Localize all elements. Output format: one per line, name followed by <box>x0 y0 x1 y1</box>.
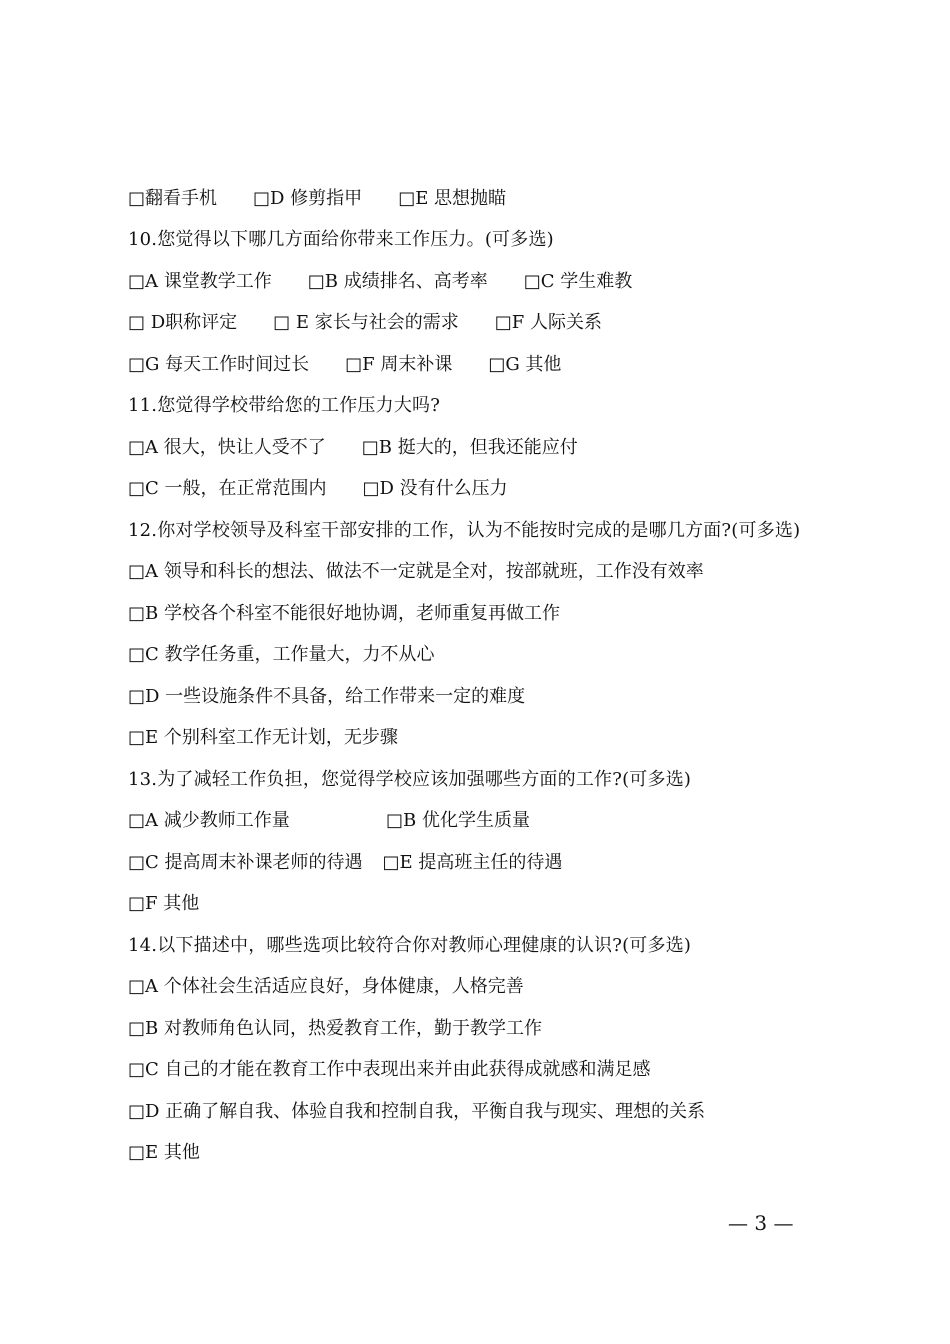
option-line <box>128 1050 848 1092</box>
option-line <box>128 178 848 220</box>
option-item[interactable]: □F 周末补课 <box>345 353 453 375</box>
option-item[interactable]: □G 每天工作时间过长 <box>128 353 310 375</box>
option-item[interactable]: □C 自己的才能在教育工作中表现出来并由此获得成就感和满足感 <box>128 1059 651 1081</box>
option-item[interactable]: □ D职称评定 <box>128 312 238 334</box>
option-line <box>128 635 848 677</box>
option-item[interactable]: □翻看手机 <box>128 187 218 209</box>
option-line <box>128 344 848 386</box>
question-13 <box>128 759 848 801</box>
option-item[interactable]: □A 个体社会生活适应良好，身体健康，人格完善 <box>128 976 524 998</box>
option-item[interactable]: □D 没有什么压力 <box>362 478 508 500</box>
option-item[interactable]: □B 学校各个科室不能很好地协调，老师重复再做工作 <box>128 602 560 624</box>
option-item[interactable]: □A 减少教师工作量 <box>128 810 290 832</box>
option-item[interactable]: □B 挺大的，但我还能应付 <box>361 436 578 458</box>
option-line <box>128 842 848 884</box>
option-item[interactable]: □E 个别科室工作无计划，无步骤 <box>128 727 398 749</box>
option-item[interactable]: □D 一些设施条件不具备，给工作带来一定的难度 <box>128 685 526 707</box>
option-item[interactable]: □B 对教师角色认同，热爱教育工作，勤于教学工作 <box>128 1017 542 1039</box>
question-14 <box>128 925 848 967</box>
option-line <box>128 1091 848 1133</box>
option-line <box>128 967 848 1009</box>
option-item[interactable]: □B 成绩排名、高考率 <box>307 270 488 292</box>
option-item[interactable]: □F 人际关系 <box>494 312 602 334</box>
option-line <box>128 676 848 718</box>
option-item[interactable]: □E 思想抛瞄 <box>398 187 507 209</box>
option-line <box>128 303 848 345</box>
question-11 <box>128 386 848 428</box>
option-item[interactable]: □F 其他 <box>128 893 200 915</box>
option-item[interactable]: □G 其他 <box>488 353 562 375</box>
option-item[interactable]: □D 修剪指甲 <box>253 187 363 209</box>
option-line <box>128 718 848 760</box>
question-text: 11.您觉得学校带给您的工作压力大吗? <box>128 395 441 417</box>
option-line <box>128 469 848 511</box>
option-line <box>128 1008 848 1050</box>
option-line <box>128 801 848 843</box>
option-line <box>128 884 848 926</box>
option-item[interactable]: □A 很大，快让人受不了 <box>128 436 326 458</box>
option-line <box>128 427 848 469</box>
option-item[interactable]: □D 正确了解自我、体验自我和控制自我，平衡自我与现实、理想的关系 <box>128 1100 706 1122</box>
option-line <box>128 261 848 303</box>
option-item[interactable]: □ E 家长与社会的需求 <box>273 312 459 334</box>
option-item[interactable]: □C 学生难教 <box>523 270 633 292</box>
option-item[interactable]: □B 优化学生质量 <box>386 810 530 832</box>
option-line <box>128 1133 848 1175</box>
option-item[interactable]: □C 提高周末补课老师的待遇 <box>128 851 363 873</box>
option-item[interactable]: □A 课堂教学工作 <box>128 270 272 292</box>
question-10 <box>128 220 848 262</box>
question-text: 10.您觉得以下哪几方面给你带来工作压力。(可多选) <box>128 229 554 251</box>
question-text: 14.以下描述中，哪些选项比较符合你对教师心理健康的认识?(可多选) <box>128 934 692 956</box>
option-item[interactable]: □E 其他 <box>128 1142 200 1164</box>
option-item[interactable]: □E 提高班主任的待遇 <box>382 851 563 873</box>
questionnaire-body <box>128 178 848 1174</box>
option-item[interactable]: □A 领导和科长的想法、做法不一定就是全对，按部就班，工作没有效率 <box>128 561 704 583</box>
question-12 <box>128 510 848 552</box>
question-text: 13.为了减轻工作负担，您觉得学校应该加强哪些方面的工作?(可多选) <box>128 768 692 790</box>
option-line <box>128 593 848 635</box>
option-item[interactable]: □C 教学任务重，工作量大，力不从心 <box>128 644 435 666</box>
question-text: 12.你对学校领导及科室干部安排的工作，认为不能按时完成的是哪几方面?(可多选) <box>128 519 801 541</box>
option-item[interactable]: □C 一般，在正常范围内 <box>128 478 327 500</box>
option-line <box>128 552 848 594</box>
page-number: — 3 — <box>728 1211 794 1235</box>
